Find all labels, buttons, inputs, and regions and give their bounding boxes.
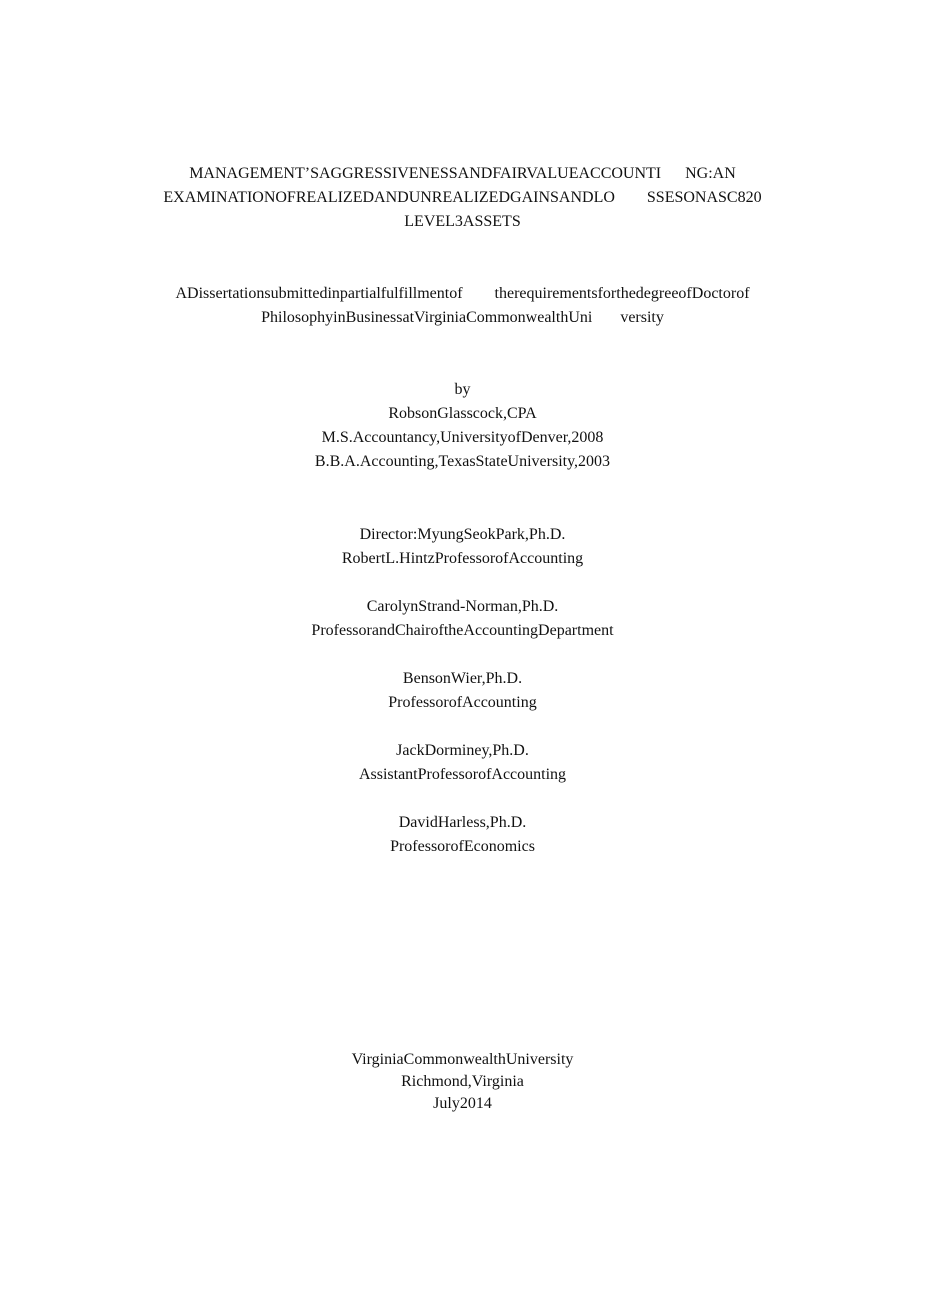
author-degree-2: B.B.A.Accounting,TexasStateUniversity,2003 [314, 453, 611, 470]
committee-member-title: RobertL.HintzProfessorofAccounting [341, 550, 584, 567]
submission-date: July2014 [433, 1095, 492, 1112]
title-line-2: EXAMINATIONOFREALIZEDANDUNREALIZEDGAINSANDLO SSESONASC820 [163, 189, 762, 206]
committee-member-title: ProfessorofAccounting [388, 694, 537, 711]
committee-member-name: BensonWier,Ph.D. [402, 670, 523, 687]
title-line-3: LEVEL3ASSETS [404, 213, 521, 230]
statement-line-1: ADissertationsubmittedinpartialfulfillmentof therequirementsforthedegreeofDoctorof [175, 285, 750, 302]
statement-line-2: PhilosophyinBusinessatVirginiaCommonwealthUni versity [261, 309, 664, 326]
committee-member-name: CarolynStrand-Norman,Ph.D. [366, 598, 559, 615]
committee-member-name: Director:MyungSeokPark,Ph.D. [359, 526, 566, 543]
committee-member-title: ProfessorofEconomics [390, 838, 535, 855]
committee-member-name: JackDorminey,Ph.D. [396, 742, 529, 759]
by-label: by [454, 381, 471, 398]
title-line-1: MANAGEMENT’SAGGRESSIVENESSANDFAIRVALUEACCOUNTI NG:AN [189, 165, 736, 182]
committee-member-name: DavidHarless,Ph.D. [398, 814, 527, 831]
author-degree-1: M.S.Accountancy,UniversityofDenver,2008 [321, 429, 604, 446]
committee-member-title: AssistantProfessorofAccounting [358, 766, 567, 783]
committee-member-title: ProfessorandChairoftheAccountingDepartment [311, 622, 614, 639]
author-name: RobsonGlasscock,CPA [388, 405, 537, 422]
institution-location: Richmond,Virginia [401, 1073, 524, 1090]
institution-name: VirginiaCommonwealthUniversity [351, 1051, 574, 1068]
